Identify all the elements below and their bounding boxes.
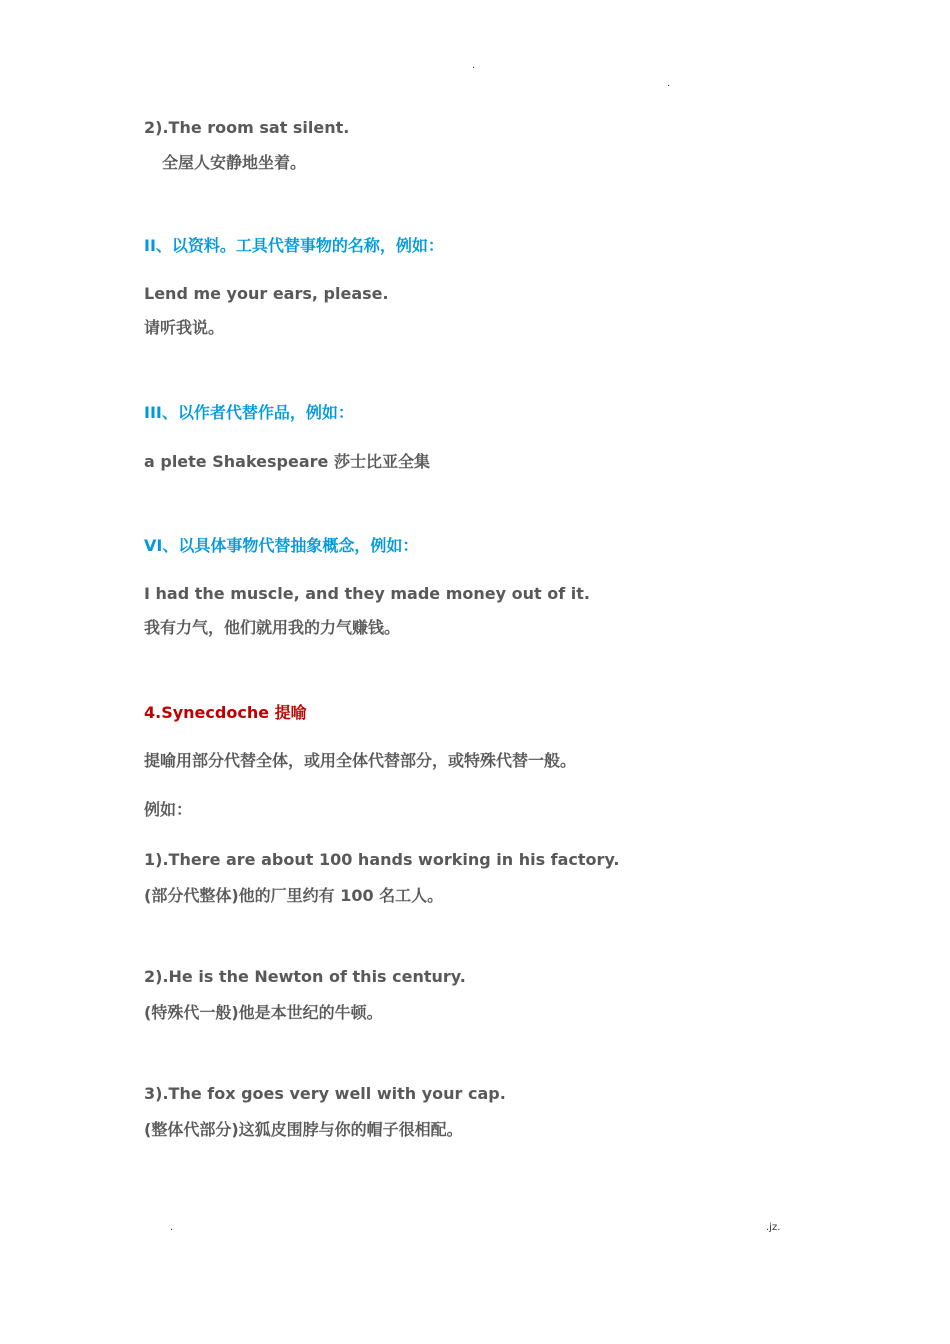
tool-example-chinese: 请听我说。: [144, 318, 225, 337]
tool-example-english: Lend me your ears, please.: [144, 284, 389, 303]
synecdoche-definition: 提喻用部分代替全体，或用全体代替部分，或特殊代替一般。: [144, 751, 577, 770]
heading-author-for-work: III、以作者代替作品，例如：: [144, 403, 354, 422]
example-2-english: 2).The room sat silent.: [144, 118, 350, 137]
synecdoche-example-1-chinese: (部分代整体)他的厂里约有 100 名工人。: [144, 886, 444, 905]
examples-label: 例如：: [144, 800, 193, 819]
concrete-example-english: I had the muscle, and they made money out of it.: [144, 584, 590, 603]
example-2-chinese: 全屋人安静地坐着。: [162, 153, 307, 172]
header-dot-center: .: [472, 60, 476, 71]
heading-tool-for-name: II、以资料。工具代替事物的名称，例如：: [144, 236, 444, 255]
header-dot-right: .: [667, 78, 671, 89]
section-title-synecdoche: 4.Synecdoche 提喻: [144, 703, 307, 722]
synecdoche-example-3-english: 3).The fox goes very well with your cap.: [144, 1084, 506, 1103]
heading-concrete-for-abstract: VI、以具体事物代替抽象概念，例如：: [144, 536, 419, 555]
footer-left-dot: .: [170, 1222, 174, 1233]
synecdoche-example-3-chinese: (整体代部分)这狐皮围脖与你的帽子很相配。: [144, 1120, 463, 1139]
synecdoche-example-2-chinese: (特殊代一般)他是本世纪的牛顿。: [144, 1003, 383, 1022]
synecdoche-example-2-english: 2).He is the Newton of this century.: [144, 967, 466, 986]
concrete-example-chinese: 我有力气，他们就用我的力气赚钱。: [144, 618, 401, 637]
footer-right-mark: .jz.: [766, 1222, 781, 1233]
author-example: a plete Shakespeare 莎士比亚全集: [144, 452, 430, 471]
synecdoche-example-1-english: 1).There are about 100 hands working in his factory.: [144, 850, 620, 869]
